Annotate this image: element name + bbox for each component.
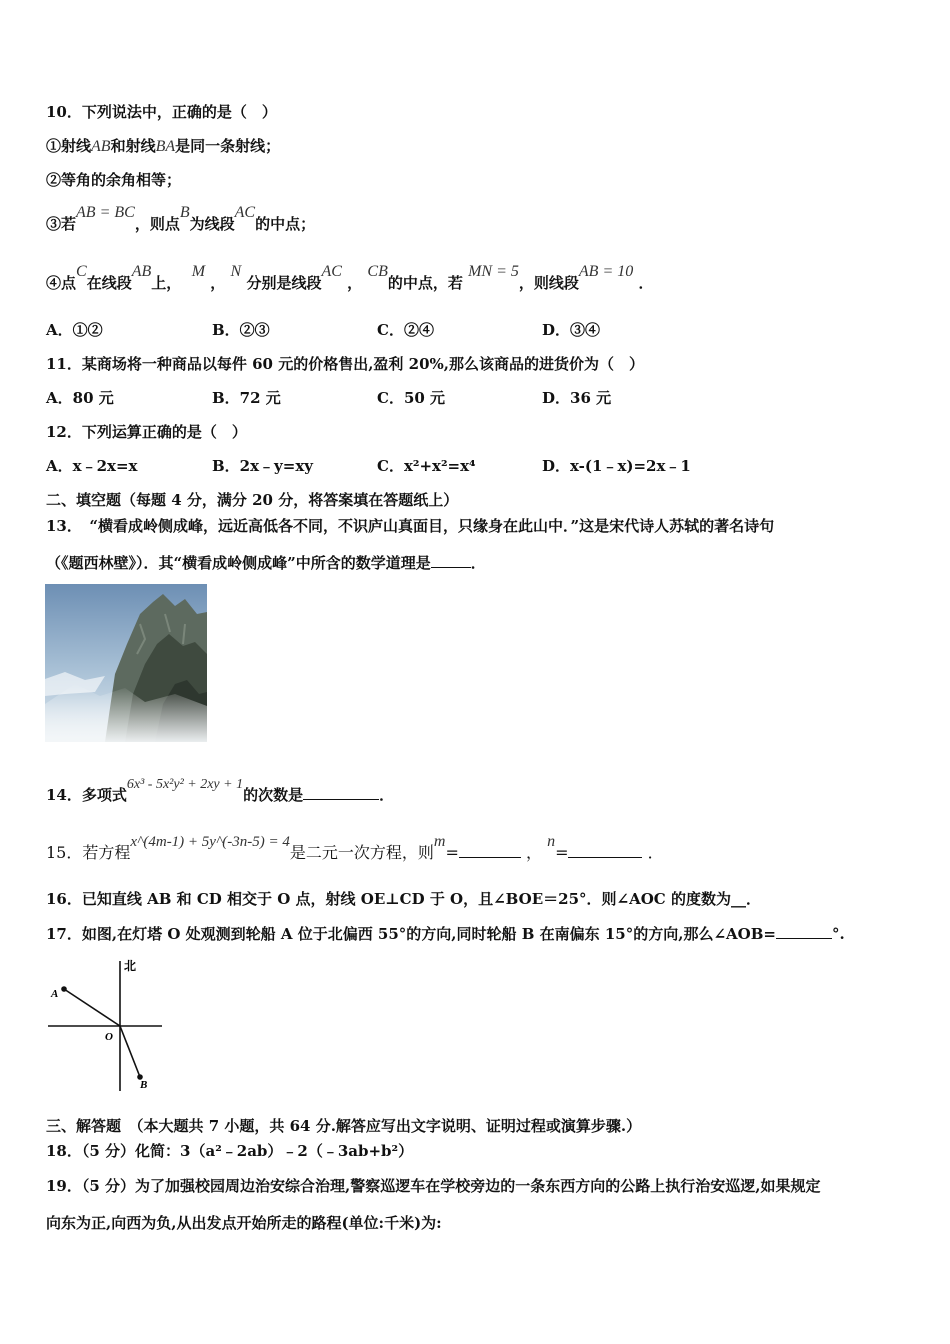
q10-statement-3: ③若AB = BC，则点B为线段AC的中点； — [46, 204, 316, 233]
q10-statement-4: ④点C在线段AB上， M ， N 分别是线段AC ， CB的中点，若 MN = 5，则线段AB = 10 ． — [46, 263, 654, 292]
q10-statement-1: ①射线AB和射线BA是同一条射线； — [46, 137, 281, 155]
q11-option-b[interactable]: B．72 元 — [212, 389, 281, 407]
q18-line: 18．（5 分）化简：3（a²﹣2ab）﹣2（﹣3ab+b²） — [46, 1142, 414, 1160]
ship-a-point — [61, 986, 67, 992]
q12-option-b[interactable]: B．2x﹣y=xy — [212, 457, 314, 475]
q11-option-a[interactable]: A．80 元 — [46, 389, 114, 407]
q11-options — [46, 388, 746, 408]
q12-stem: 12．下列运算正确的是（ ） — [46, 423, 247, 441]
q12-option-a[interactable]: A．x﹣2x=x — [46, 457, 138, 475]
q10-options — [46, 320, 746, 340]
q12-option-d[interactable]: D．x-(1﹣x)=2x﹣1 — [542, 457, 691, 475]
mountain-photo — [45, 584, 207, 742]
q13-line-1: 13． “横看成岭侧成峰，远近高低各不同，不识庐山真面目，只缘身在此山中．”这是宋代诗人苏轼的著名诗句 — [46, 517, 775, 535]
section-3-heading: 三、解答题 （本大题共 7 小题，共 64 分.解答应写出文字说明、证明过程或演算步骤.） — [46, 1117, 642, 1135]
q10-statement-2: ②等角的余角相等； — [46, 171, 182, 189]
q12-option-c[interactable]: C．x²+x²=x⁴ — [377, 457, 476, 475]
q13-answer-blank[interactable] — [431, 553, 471, 568]
q10-option-a[interactable]: A．①② — [46, 321, 103, 339]
point-o-label: O — [105, 1031, 113, 1043]
q15-line: 15．若方程x^(4m-1) + 5y^(-3n-5) = 4是二元一次方程，则m= ， n= ． — [46, 833, 664, 862]
q17-line: 17．如图,在灯塔 O 处观测到轮船 A 位于北偏西 55°的方向,同时轮船 B 在南偏东 15°的方向,那么∠AOB= °. — [46, 925, 845, 943]
north-label: 北 — [124, 959, 137, 973]
q19-line-2: 向东为正,向西为负,从出发点开始所走的路程(单位:千米)为: — [46, 1214, 442, 1232]
q11-option-c[interactable]: C．50 元 — [377, 389, 446, 407]
q11-option-d[interactable]: D．36 元 — [542, 389, 612, 407]
q14-line: 14．多项式6x³ - 5x²y² + 2xy + 1的次数是 ． — [46, 777, 395, 804]
q13-line-2: （《题西林壁》）．其“横看成岭侧成峰”中所含的数学道理是 ． — [46, 554, 486, 572]
q10-option-c[interactable]: C．②④ — [377, 321, 434, 339]
q12-options — [46, 456, 746, 476]
section-2-heading: 二、填空题（每题 4 分，满分 20 分，将答案填在答题纸上） — [46, 491, 459, 509]
point-b-label: B — [140, 1079, 148, 1091]
q15-m-answer-blank[interactable] — [459, 843, 521, 858]
q10-option-b[interactable]: B．②③ — [212, 321, 270, 339]
q14-answer-blank[interactable] — [303, 785, 379, 800]
q16-line: 16．已知直线 AB 和 CD 相交于 O 点，射线 OE⊥CD 于 O，且∠BOE＝25°．则∠AOC 的度数为__． — [46, 890, 761, 908]
compass-figure — [44, 957, 168, 1091]
point-a-label: A — [51, 988, 59, 1000]
q10-stem: 10．下列说法中，正确的是（ ） — [46, 103, 277, 121]
q17-answer-blank[interactable] — [776, 924, 832, 939]
q19-line-1: 19．（5 分）为了加强校园周边治安综合治理,警察巡逻车在学校旁边的一条东西方向的公路上执行治安巡逻,如果规定 — [46, 1177, 821, 1195]
q11-stem: 11．某商场将一种商品以每件 60 元的价格售出,盈利 20%,那么该商品的进货价为（ ） — [46, 355, 644, 373]
q10-option-d[interactable]: D．③④ — [542, 321, 601, 339]
q15-n-answer-blank[interactable] — [568, 843, 642, 858]
